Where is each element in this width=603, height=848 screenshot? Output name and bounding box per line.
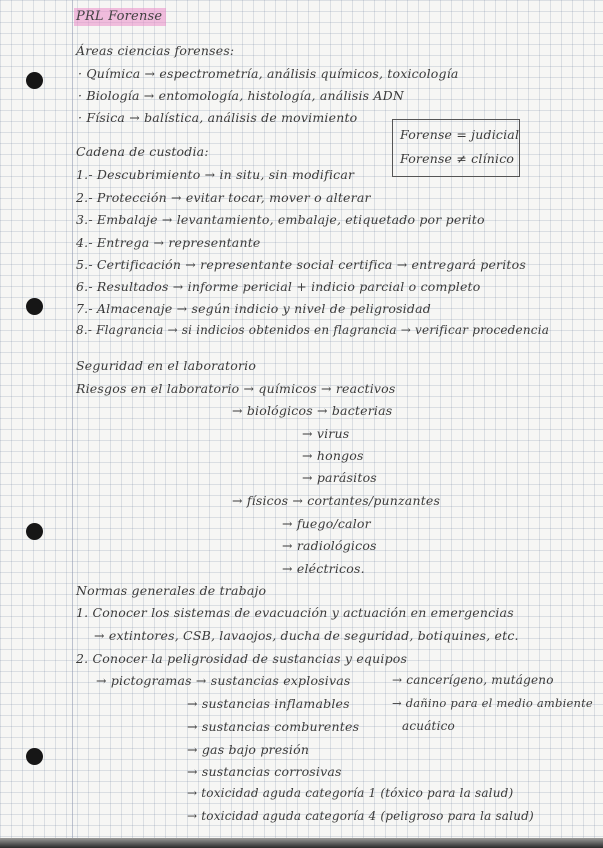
list-item: 6.- Resultados → informe pericial + indicio parcial o completo: [76, 279, 481, 294]
list-item: acuático: [402, 719, 455, 733]
list-item: 1. Conocer los sistemas de evacuación y actuación en emergencias: [76, 605, 514, 620]
binder-hole: [26, 298, 43, 315]
list-item: → gas bajo presión: [187, 742, 310, 757]
list-item: 3.- Embalaje → levantamiento, embalaje, etiquetado por perito: [76, 212, 485, 227]
risk-line: → radiológicos: [282, 538, 377, 553]
risk-line: Riesgos en el laboratorio → químicos → reactivos: [76, 381, 396, 396]
binder-hole: [26, 748, 43, 765]
list-item: · Química → espectrometría, análisis químicos, toxicología: [78, 66, 459, 81]
page-bottom-edge: [0, 838, 603, 848]
risk-line: → físicos → cortantes/punzantes: [232, 493, 441, 508]
list-item: 7.- Almacenaje → según indicio y nivel de peligrosidad: [76, 301, 431, 316]
section-heading-areas: Áreas ciencias forenses:: [76, 43, 235, 58]
list-item: → sustancias comburentes: [187, 719, 360, 734]
binder-hole: [26, 72, 43, 89]
list-item: → pictogramas → sustancias explosivas: [96, 673, 351, 688]
list-item: 2. Conocer la peligrosidad de sustancias y equipos: [76, 651, 408, 666]
list-item: → toxicidad aguda categoría 4 (peligroso para la salud): [187, 809, 534, 823]
list-item: · Biología → entomología, histología, análisis ADN: [78, 88, 405, 103]
list-item: 1.- Descubrimiento → in situ, sin modificar: [76, 167, 355, 182]
note-line: Forense = judicial: [400, 127, 520, 142]
list-item: → extintores, CSB, lavaojos, ducha de seguridad, botiquines, etc.: [94, 628, 519, 643]
list-item: · Física → balística, análisis de movimiento: [78, 110, 358, 125]
risk-line: → hongos: [302, 448, 364, 463]
list-item: 8.- Flagrancia → si indicios obtenidos en flagrancia → verificar procedencia: [76, 323, 550, 337]
list-item: → cancerígeno, mutágeno: [392, 673, 554, 687]
list-item: → dañino para el medio ambiente: [392, 696, 593, 710]
section-heading-cadena: Cadena de custodia:: [76, 144, 209, 159]
section-heading-seguridad: Seguridad en el laboratorio: [76, 358, 257, 373]
list-item: → toxicidad aguda categoría 1 (tóxico para la salud): [187, 786, 514, 800]
note-line: Forense ≠ clínico: [400, 151, 515, 166]
list-item: → sustancias corrosivas: [187, 764, 342, 779]
margin-line: [72, 0, 73, 848]
risk-line: → biológicos → bacterias: [232, 403, 393, 418]
page-title: PRL Forense: [76, 9, 163, 24]
risk-line: → virus: [302, 426, 350, 441]
risk-line: → eléctricos.: [282, 561, 365, 576]
list-item: 5.- Certificación → representante social certifica → entregará peritos: [76, 257, 526, 272]
risk-line: → fuego/calor: [282, 516, 371, 531]
list-item: 4.- Entrega → representante: [76, 235, 261, 250]
binder-hole: [26, 523, 43, 540]
risk-line: → parásitos: [302, 470, 377, 485]
section-heading-normas: Normas generales de trabajo: [76, 583, 267, 598]
list-item: 2.- Protección → evitar tocar, mover o alterar: [76, 190, 371, 205]
list-item: → sustancias inflamables: [187, 696, 350, 711]
